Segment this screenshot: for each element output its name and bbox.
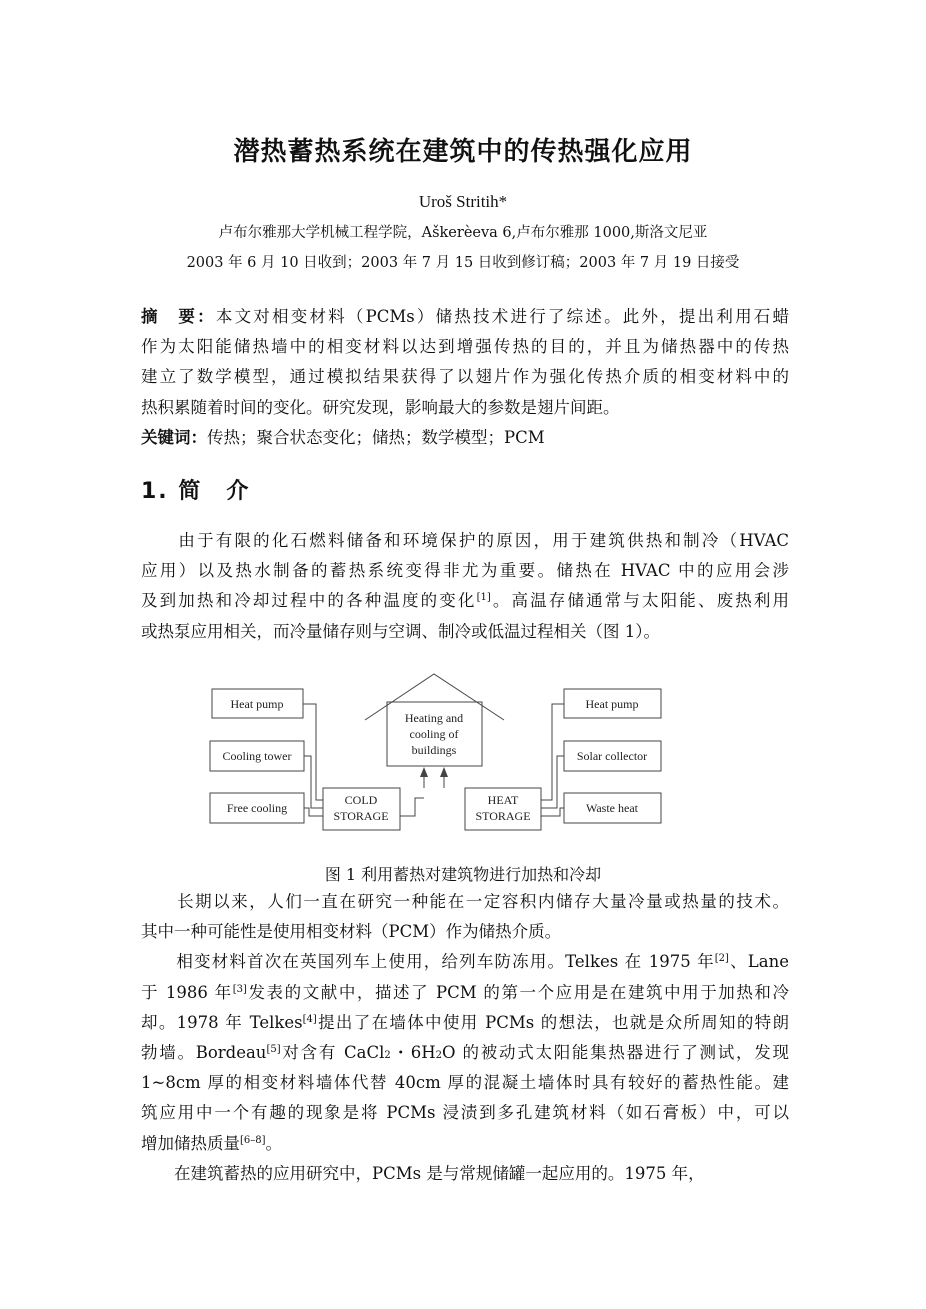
- citation-ref: [2]: [714, 953, 729, 965]
- author-name: Uroš Stritih*: [418, 192, 508, 211]
- abstract-label: 摘 要：: [141, 307, 216, 326]
- figure-1-diagram: [205, 668, 675, 840]
- figure-label: buildings: [411, 743, 457, 757]
- text-span: 提出了在墙体中使用 PCMs 的想法，也就是众所周知的特朗: [316, 1012, 789, 1032]
- figure-label: STORAGE: [475, 809, 531, 823]
- citation-ref: [5]: [266, 1043, 281, 1055]
- citation-ref: [1]: [476, 592, 491, 604]
- text-span: O 的被动式太阳能集热器进行了测试，发现: [442, 1042, 789, 1062]
- text-span: 及到加热和冷却过程中的各种温度的变化: [141, 591, 477, 611]
- text-span: 、Lane: [728, 952, 789, 972]
- text-span: ・6H: [390, 1042, 436, 1062]
- text-line: 1~8cm 厚的相变材料墙体代替 40cm 厚的混凝土墙体时具有较好的蓄热性能。建: [141, 1073, 789, 1093]
- citation-ref: [3]: [232, 983, 247, 995]
- text-span: 发表的文献中，描述了 PCM 的第一个应用是在建筑中用于加热和冷: [246, 982, 789, 1002]
- figure-label: STORAGE: [333, 809, 389, 823]
- text-span: 。: [265, 1133, 283, 1153]
- text-span: 增加储热质量: [141, 1133, 240, 1153]
- keywords-label: 关键词：: [141, 428, 207, 447]
- text-span: 。高温存储通常与太阳能、废热利用: [490, 591, 789, 611]
- text-span: 于 1986 年: [141, 982, 233, 1002]
- abstract-line: 热积累随着时间的变化。研究发现，影响最大的参数是翅片间距。: [141, 397, 620, 417]
- text-span: 对含有 CaCl: [280, 1042, 385, 1062]
- citation-ref: [6–8]: [240, 1134, 266, 1146]
- figure-label: cooling of: [409, 727, 459, 741]
- text-line: 在建筑蓄热的应用研究中，PCMs 是与常规储罐一起应用的。1975 年，: [141, 1163, 705, 1183]
- figure-label: Heat pump: [585, 697, 639, 711]
- figure-caption: 图 1 利用蓄热对建筑物进行加热和冷却: [324, 865, 602, 884]
- figure-label: Heating and: [404, 711, 464, 725]
- subscript: 2: [435, 1049, 443, 1061]
- author-affiliation: 卢布尔雅那大学机械工程学院，Aškerèeva 6,卢布尔雅那 1000,斯洛文尼亚: [218, 225, 708, 241]
- text-line: 筑应用中一个有趣的现象是将 PCMs 浸渍到多孔建筑材料（如石膏板）中，可以: [141, 1103, 789, 1123]
- paper-title: 潜热蓄热系统在建筑中的传热强化应用: [233, 137, 693, 167]
- abstract-line: 本文对相变材料（PCMs）储热技术进行了综述。此外，提出利用石蜡: [215, 307, 789, 326]
- figure-label: Free cooling: [226, 801, 288, 815]
- body-paragraphs: [141, 887, 789, 1189]
- text-line: 由于有限的化石燃料储备和环境保护的原因，用于建筑供热和制冷（HVAC: [141, 531, 789, 550]
- text-span: 相变材料首次在英国列车上使用，给列车防冻用。Telkes 在 1975 年: [141, 952, 715, 972]
- figure-label: Waste heat: [585, 801, 639, 815]
- text-line: 或热泵应用相关，而冷量储存则与空调、制冷或低温过程相关（图 1）。: [141, 621, 660, 641]
- received-dates: 2003 年 6 月 10 日收到；2003 年 7 月 15 日收到修订稿；2003 年 7 月 19 日接受: [186, 255, 740, 271]
- abstract-line: 作为太阳能储热墙中的相变材料以达到增强传热的目的，并且为储热器中的传热: [141, 337, 789, 357]
- figure-label: Heat pump: [230, 697, 284, 711]
- intro-paragraph: [141, 526, 789, 647]
- figure-label: COLD: [344, 793, 378, 807]
- section-heading: 1. 简 介: [141, 479, 251, 504]
- figure-label: Cooling tower: [222, 749, 292, 763]
- keywords-text: 传热；聚合状态变化；储热；数学模型；PCM: [207, 428, 545, 447]
- text-line: 其中一种可能性是使用相变材料（PCM）作为储热介质。: [141, 922, 562, 942]
- subscript: 2: [384, 1049, 391, 1061]
- text-line: 长期以来，人们一直在研究一种能在一定容积内储存大量冷量或热量的技术。: [141, 892, 789, 911]
- figure-label: HEAT: [487, 793, 519, 807]
- citation-ref: [4]: [302, 1013, 317, 1025]
- abstract: [141, 302, 789, 423]
- text-span: 勃墙。Bordeau: [141, 1042, 267, 1062]
- text-span: 却。1978 年 Telkes: [141, 1012, 303, 1032]
- figure-label: Solar collector: [576, 749, 648, 763]
- keywords: [141, 423, 789, 453]
- abstract-line: 建立了数学模型，通过模拟结果获得了以翅片作为强化传热介质的相变材料中的: [141, 367, 789, 387]
- text-line: 应用）以及热水制备的蓄热系统变得非尤为重要。储热在 HVAC 中的应用会涉: [141, 561, 789, 581]
